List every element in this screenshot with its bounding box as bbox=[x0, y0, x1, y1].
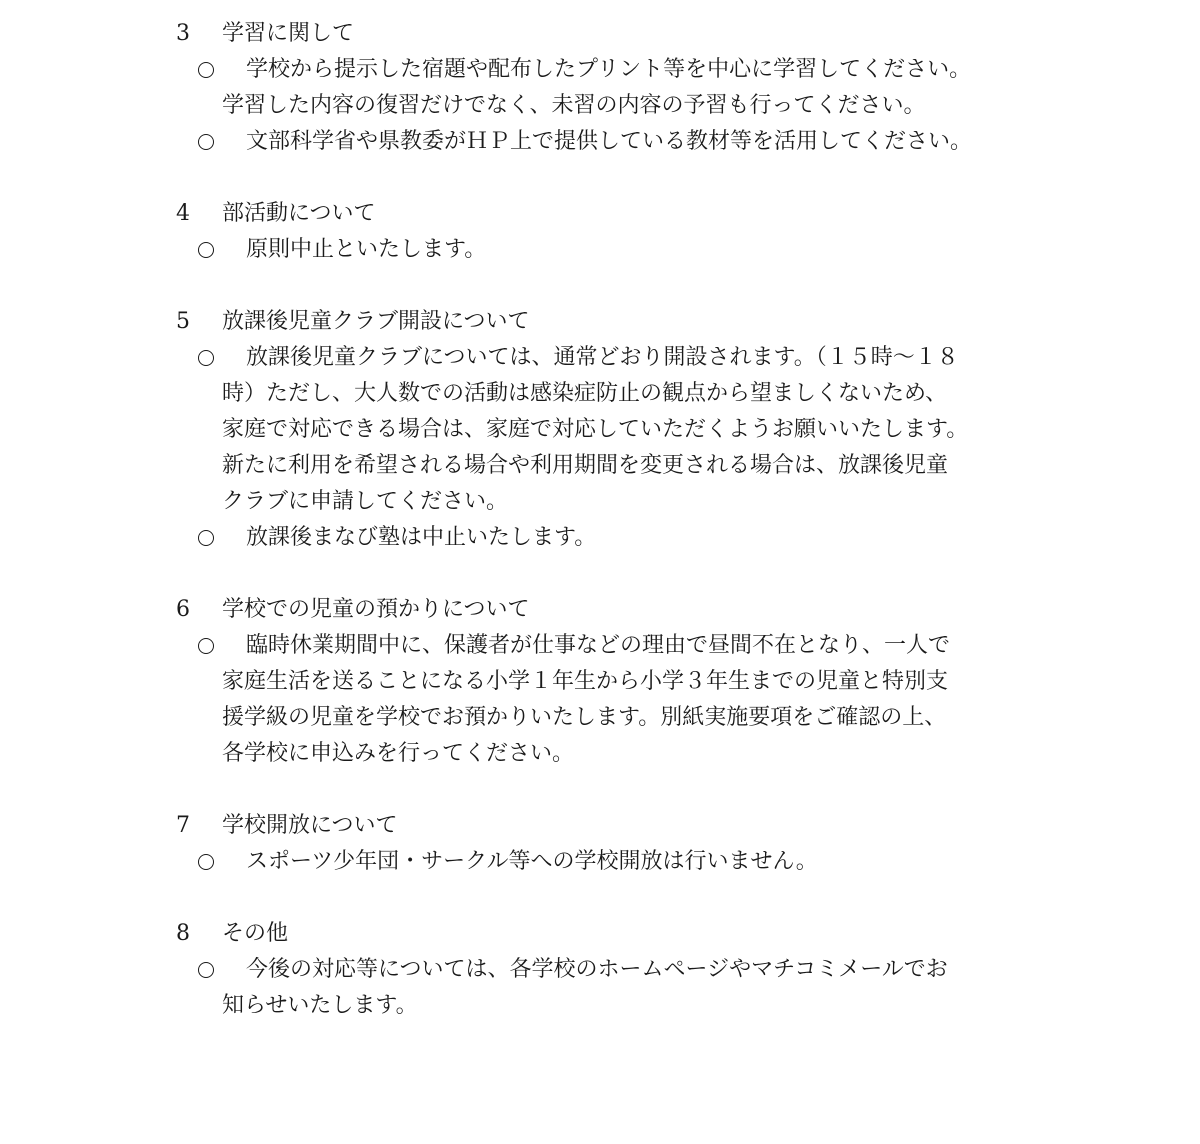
list-item bbox=[0, 520, 1200, 556]
circle-bullet-icon bbox=[196, 844, 222, 880]
item-line: 新たに利用を希望される場合や利用期間を変更される場合は、放課後児童 bbox=[222, 453, 949, 478]
section-title: その他 bbox=[222, 921, 289, 946]
section-7 bbox=[0, 808, 1200, 880]
item-line: 放課後児童クラブについては、通常どおり開設されます。（１５時～１８ bbox=[246, 345, 959, 370]
list-item bbox=[0, 952, 1200, 1024]
section-number: 5 bbox=[176, 309, 190, 334]
list-item bbox=[0, 52, 1200, 124]
item-line: スポーツ少年団・サークル等への学校開放は行いません。 bbox=[246, 849, 818, 874]
circle-bullet-icon bbox=[196, 952, 222, 988]
section-number: 7 bbox=[176, 813, 190, 838]
section-heading bbox=[0, 916, 1200, 952]
document-body bbox=[0, 16, 1200, 1024]
section-title: 学校開放について bbox=[222, 813, 398, 838]
section-number: 4 bbox=[176, 201, 190, 226]
section-title: 部活動について bbox=[222, 201, 376, 226]
list-item bbox=[0, 340, 1200, 520]
list-item bbox=[0, 124, 1200, 160]
section-heading bbox=[0, 592, 1200, 628]
circle-bullet-icon bbox=[196, 52, 222, 88]
section-number: 8 bbox=[176, 921, 190, 946]
circle-bullet-icon bbox=[196, 340, 222, 376]
section-3 bbox=[0, 16, 1200, 160]
section-title: 学習に関して bbox=[222, 21, 355, 46]
item-line: 時）ただし、大人数での活動は感染症防止の観点から望ましくないため、 bbox=[222, 381, 948, 406]
circle-bullet-icon bbox=[196, 628, 222, 664]
item-line: 今後の対応等については、各学校のホームページやマチコミメールでお bbox=[246, 957, 948, 982]
section-heading bbox=[0, 196, 1200, 232]
item-line: 放課後まなび塾は中止いたします。 bbox=[246, 525, 597, 550]
item-line: 家庭生活を送ることになる小学１年生から小学３年生までの児童と特別支 bbox=[222, 669, 949, 694]
section-5 bbox=[0, 304, 1200, 556]
section-title: 放課後児童クラブ開設について bbox=[222, 309, 530, 334]
section-8 bbox=[0, 916, 1200, 1024]
item-line: 学校から提示した宿題や配布したプリント等を中心に学習してください。 bbox=[246, 57, 972, 82]
list-item bbox=[0, 232, 1200, 268]
section-6 bbox=[0, 592, 1200, 772]
section-4 bbox=[0, 196, 1200, 268]
section-heading bbox=[0, 808, 1200, 844]
item-line: 臨時休業期間中に、保護者が仕事などの理由で昼間不在となり、一人で bbox=[246, 633, 951, 658]
list-item bbox=[0, 844, 1200, 880]
circle-bullet-icon bbox=[196, 124, 222, 160]
item-line: 援学級の児童を学校でお預かりいたします。別紙実施要項をご確認の上、 bbox=[222, 705, 947, 730]
item-line: クラブに申請してください。 bbox=[222, 489, 509, 514]
list-item bbox=[0, 628, 1200, 772]
item-line: 各学校に申込みを行ってください。 bbox=[222, 741, 575, 766]
item-line: 家庭で対応できる場合は、家庭で対応していただくようお願いいたします。 bbox=[222, 417, 969, 442]
section-heading bbox=[0, 16, 1200, 52]
item-line: 文部科学省や県教委がＨＰ上で提供している教材等を活用してください。 bbox=[246, 129, 973, 154]
circle-bullet-icon bbox=[196, 232, 222, 268]
item-line: 学習した内容の復習だけでなく、未習の内容の予習も行ってください。 bbox=[222, 93, 926, 118]
item-line: 知らせいたします。 bbox=[222, 993, 418, 1018]
section-number: 3 bbox=[176, 21, 190, 46]
section-heading bbox=[0, 304, 1200, 340]
section-title: 学校での児童の預かりについて bbox=[222, 597, 530, 622]
section-number: 6 bbox=[176, 597, 190, 622]
item-line: 原則中止といたします。 bbox=[246, 237, 487, 262]
circle-bullet-icon bbox=[196, 520, 222, 556]
